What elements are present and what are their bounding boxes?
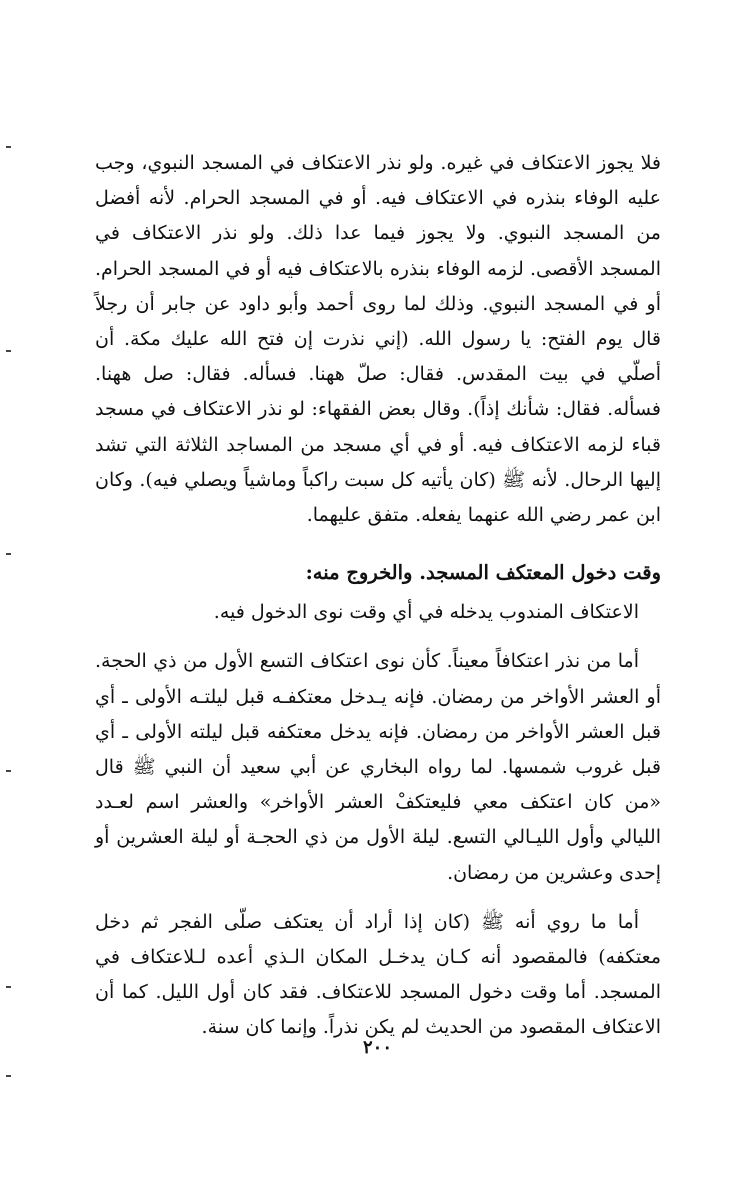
margin-mark <box>6 986 11 988</box>
section-paragraph: أما ما روي أنه ﷺ (كان إذا أراد أن يعتكف صلّى الفجر ثم دخل معتكفه) فالمقصود أنه كـان يدخـل المكان الـذي أعده لـلاعتكاف في المسجد. أما وقت دخول المسجد للاعتكاف. فقد كان أول الليل. كما أن الاعتكاف المقصود من الحديث لم يكن نذراً. وإنما كان سنة. <box>95 910 661 1039</box>
page-text-block <box>95 146 661 1046</box>
paragraph-gap <box>95 891 661 905</box>
margin-mark <box>6 770 11 772</box>
margin-mark <box>6 553 11 555</box>
section-paragraph: أما من نذر اعتكافاً معيناً. كأن نوى اعتكاف التسع الأول من ذي الحجة. أو العشر الأواخر من رمضان. فإنه يـدخل معتكفـه قبل ليلتـه الأولى ـ أي قبل العشر الأواخر من رمضان. فإنه يدخل معتكفه قبل ليلته الأولى ـ أي قبل غروب شمسها. لما رواه البخاري عن أبي سعيد أن النبي ﷺ قال «من كان اعتكف معي فليعتكفْ العشر الأواخر» والعشر اسم لعـدد الليالي وأول الليـالي التسع. ليلة الأول من ذي الحجـة أو ليلة العشرين أو إحدى وعشرين من رمضان. <box>95 650 661 884</box>
page-number: ٢٠٠ <box>362 1037 392 1058</box>
section-heading: وقت دخول المعتكف المسجد. والخروج منه: <box>305 561 661 585</box>
body-paragraph: فلا يجوز الاعتكاف في غيره. ولو نذر الاعتكاف في المسجد النبوي، وجب عليه الوفاء بنذره في الاعتكاف فيه. أو في المسجد الحرام. لأنه أفضل من المسجد النبوي. ولا يجوز فيما عدا ذلك. ولو نذر الاعتكاف في المسجد الأقصى. لزمه الوفاء بنذره بالاعتكاف فيه أو في المسجد الحرام. أو في المسجد النبوي. وذلك لما روى أحمد وأبو داود عن جابر أن رجلاً قال يوم الفتح: يا رسول الله. (إني نذرت إن فتح الله عليك مكة. أن أصلّي في بيت المقدس. فقال: صلّ ههنا. فسأله. فقال: صل ههنا. فسأله. فقال: شأنك إذاً). وقال بعض الفقهاء: لو نذر الاعتكاف في مسجد قباء لزمه الاعتكاف فيه. أو في أي مسجد من المساجد الثلاثة التي تشد إليها الرحال. لأنه ﷺ (كان يأتيه كل سبت راكباً وماشياً ويصلي فيه). وكان ابن عمر رضي الله عنهما يفعله. متفق عليهما. <box>95 152 661 527</box>
margin-mark <box>6 350 11 352</box>
margin-mark <box>6 146 11 148</box>
section-paragraph: الاعتكاف المندوب يدخله في أي وقت نوى الدخول فيه. <box>213 601 639 624</box>
margin-mark <box>6 1075 11 1077</box>
paragraph-gap <box>95 630 661 644</box>
